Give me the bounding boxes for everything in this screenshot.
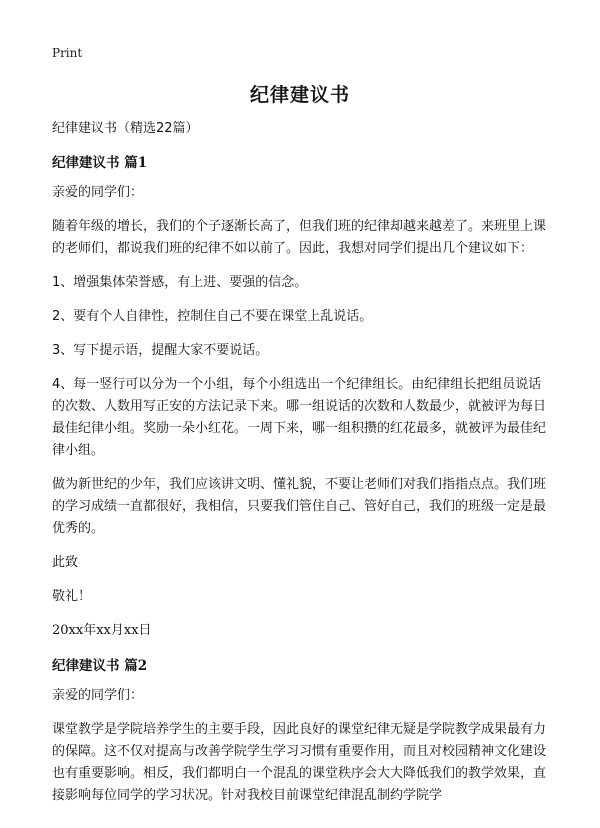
section-heading-1 (52, 151, 548, 171)
paragraph: 课堂教学是学院培养学生的主要手段，因此良好的课堂纪律无疑是学院教学成果最有力的保障。这不仅对提高与改善学院学生学习习惯有重要作用，而且对校园精神文化建设也有重要影响。相反，我们都明白一个混乱的课堂秩序会大大降低我们的教学效果，直接影响每位同学的学习状况。针对我校目前课堂纪律混乱制约学院学 (52, 722, 547, 803)
section-greeting: 亲爱的同学们： (52, 185, 144, 200)
document-body (52, 118, 548, 819)
section-heading-text: 纪律建议书 篇 (52, 658, 138, 674)
section-heading-number: 1 (137, 155, 148, 171)
document-title: 纪律建议书 (249, 84, 350, 106)
list-item: 4、每一竖行可以分为一个小组，每个小组选出一个纪律组长。由纪律组长把组员说话的次数、人数用写正安的方法记录下来。哪一组说话的次数和人数最少，就被评为每日最佳纪律小组。奖励一朵小红花。一周下来，哪一组积攒的红花最多，就被评为最佳纪律小组。 (52, 377, 547, 458)
print-link[interactable]: Print (52, 46, 83, 60)
document-subtitle: 纪律建议书（精选22篇） (52, 121, 199, 136)
section-greeting: 亲爱的同学们： (52, 688, 144, 703)
list-item: 2、要有个人自律性，控制住自己不要在课堂上乱说话。 (52, 309, 373, 324)
closing-line: 此致 (52, 555, 79, 570)
paragraph: 做为新世纪的少年，我们应该讲文明、懂礼貌，不要让老师们对我们指指点点。我们班的学习成绩一直都很好，我相信，只要我们管住自己、管好自己，我们的班级一定是最优秀的。 (52, 477, 547, 536)
paragraph: 随着年级的增长，我们的个子逐渐长高了，但我们班的纪律却越来越差了。来班里上课的老师们，都说我们班的纪律不如以前了。因此，我想对同学们提出几个建议如下： (52, 219, 547, 256)
list-item: 1、增强集体荣誉感，有上进、要强的信念。 (52, 275, 308, 290)
section-heading-text: 纪律建议书 篇 (52, 155, 138, 171)
list-item: 3、写下提示语，提醒大家不要说话。 (52, 343, 269, 358)
section-heading-2 (52, 654, 548, 674)
letter-date: 20xx年xx月xx日 (52, 623, 152, 638)
section-heading-number: 2 (137, 658, 148, 674)
closing-salute: 敬礼！ (52, 589, 92, 604)
